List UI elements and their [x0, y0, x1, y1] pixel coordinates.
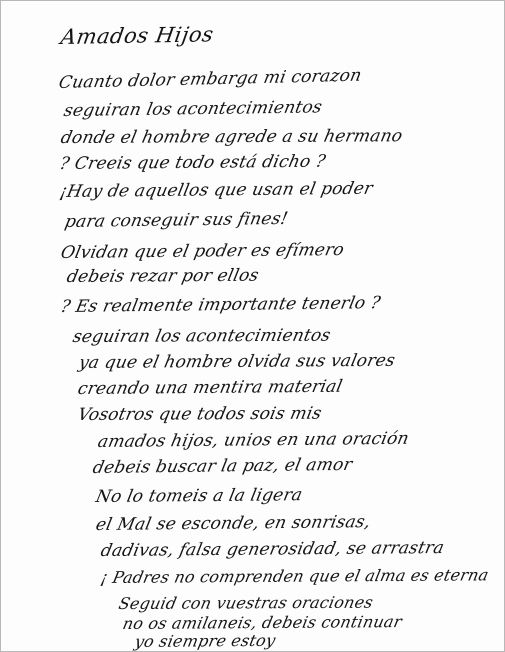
letter-line: debeis buscar la paz, el amor	[90, 454, 354, 478]
letter-line: no os amilaneis, debeis continuar	[121, 612, 404, 633]
letter-line: el Mal se esconde, en sonrisas,	[93, 512, 373, 535]
letter-line: ¡Hay de aquellos que usan el poder	[57, 178, 375, 202]
letter-line: dadivas, falsa generosidad, se arrastra	[98, 538, 446, 561]
letter-line: donde el hombre agrede a su hermano	[58, 126, 405, 148]
letter-line: seguiran los acontecimientos	[62, 97, 324, 121]
letter-line: amados hijos, unios en una oración	[95, 428, 411, 452]
letter-line: Cuanto dolor embarga mi corazon	[57, 65, 364, 93]
letter-line: debeis rezar por ellos	[64, 265, 261, 287]
letter-line: yo siempre estoy	[133, 630, 278, 651]
letter-line: Olvidan que el poder es efímero	[58, 240, 346, 263]
letter-line: ? Es realmente importante tenerlo ?	[58, 293, 383, 317]
letter-title: Amados Hijos	[59, 22, 216, 49]
letter-line: ya que el hombre olvida sus valores	[76, 350, 397, 373]
letter-line: creando una mentira material	[75, 376, 345, 399]
letter-line: Seguid con vuestras oraciones	[117, 592, 375, 613]
letter-line: seguiran los acontecimientos	[70, 325, 333, 347]
letter-line: ¡ Padres no comprenden que el alma es eterna	[99, 565, 491, 587]
letter-line: para conseguir sus fines!	[63, 208, 290, 232]
letter-line: No lo tomeis a la ligera	[93, 485, 305, 507]
letter-line: Vosotros que todos sois mis	[75, 403, 324, 425]
letter-line: ? Creeis que todo está dicho ?	[57, 151, 328, 174]
